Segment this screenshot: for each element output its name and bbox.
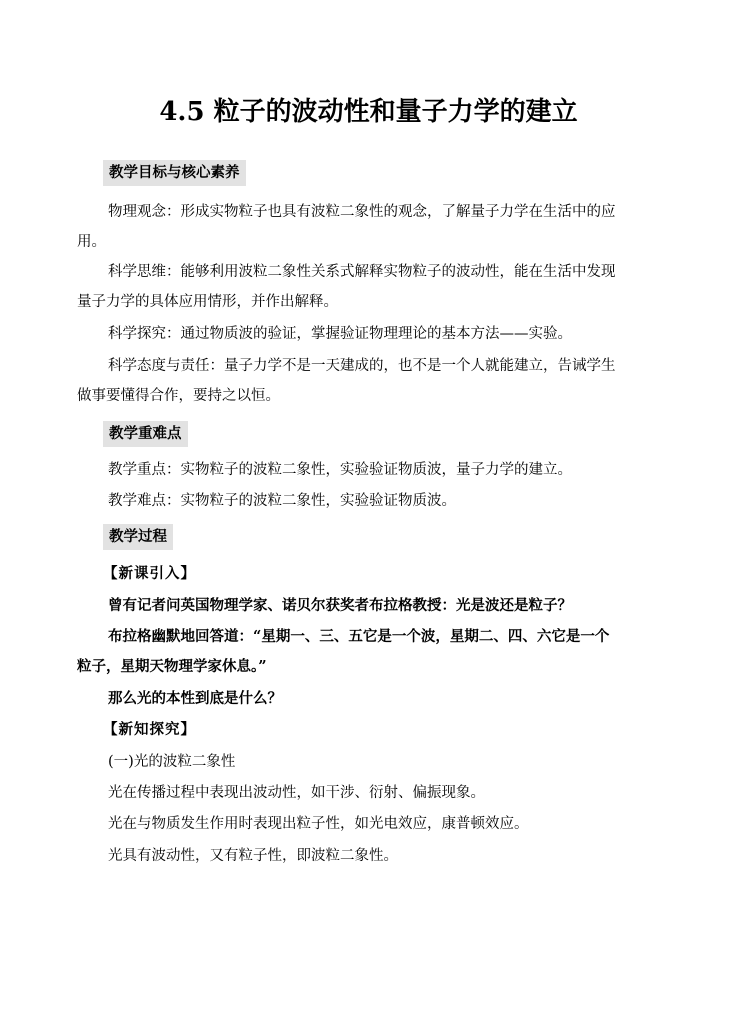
page-title: 4.5 粒子的波动性和量子力学的建立: [159, 97, 578, 127]
paragraph-intro-answer-line1: 布拉格幽默地回答道：“星期一、三、五它是一个波，星期二、四、六它是一个: [108, 628, 610, 645]
paragraph-scientific-thinking-line2: 量子力学的具体应用情形，并作出解释。: [77, 294, 338, 310]
paragraph-key-points: 教学重点：实物粒子的波粒二象性，实验验证物质波，量子力学的建立。: [108, 462, 572, 478]
paragraph-intro-answer-line2: 粒子，星期天物理学家休息。”: [77, 658, 267, 675]
heading-teaching-process: 教学过程: [103, 524, 173, 550]
paragraph-scientific-inquiry: 科学探究：通过物质波的验证，掌握验证物理理论的基本方法——实验。: [108, 326, 572, 342]
paragraph-attitude-line2: 做事要懂得合作，要持之以恒。: [77, 388, 280, 404]
tag-new-knowledge-exploration: 【新知探究】: [103, 721, 196, 738]
heading-key-difficult-points: 教学重难点: [103, 421, 188, 447]
paragraph-intro-question: 曾有记者问英国物理学家、诺贝尔获奖者布拉格教授：光是波还是粒子？: [108, 597, 572, 614]
subheading-wave-particle-duality: (一)光的波粒二象性: [108, 754, 236, 770]
paragraph-physics-concept-line2: 用。: [77, 234, 106, 250]
paragraph-scientific-thinking-line1: 科学思维：能够利用波粒二象性关系式解释实物粒子的波动性，能在生活中发现: [108, 264, 616, 280]
paragraph-light-particle-nature: 光在与物质发生作用时表现出粒子性，如光电效应，康普顿效应。: [108, 816, 529, 832]
paragraph-difficult-points: 教学难点：实物粒子的波粒二象性，实验验证物质波。: [108, 493, 456, 509]
paragraph-attitude-line1: 科学态度与责任：量子力学不是一天建成的，也不是一个人就能建立，告诫学生: [108, 358, 616, 374]
paragraph-intro-nature: 那么光的本性到底是什么？: [108, 690, 282, 707]
tag-new-lesson-intro: 【新课引入】: [103, 565, 196, 582]
paragraph-light-duality: 光具有波动性，又有粒子性，即波粒二象性。: [108, 848, 398, 864]
heading-teaching-goals: 教学目标与核心素养: [103, 160, 246, 186]
paragraph-light-wave-nature: 光在传播过程中表现出波动性，如干涉、衍射、偏振现象。: [108, 785, 485, 801]
paragraph-physics-concept-line1: 物理观念：形成实物粒子也具有波粒二象性的观念，了解量子力学在生活中的应: [108, 204, 616, 220]
